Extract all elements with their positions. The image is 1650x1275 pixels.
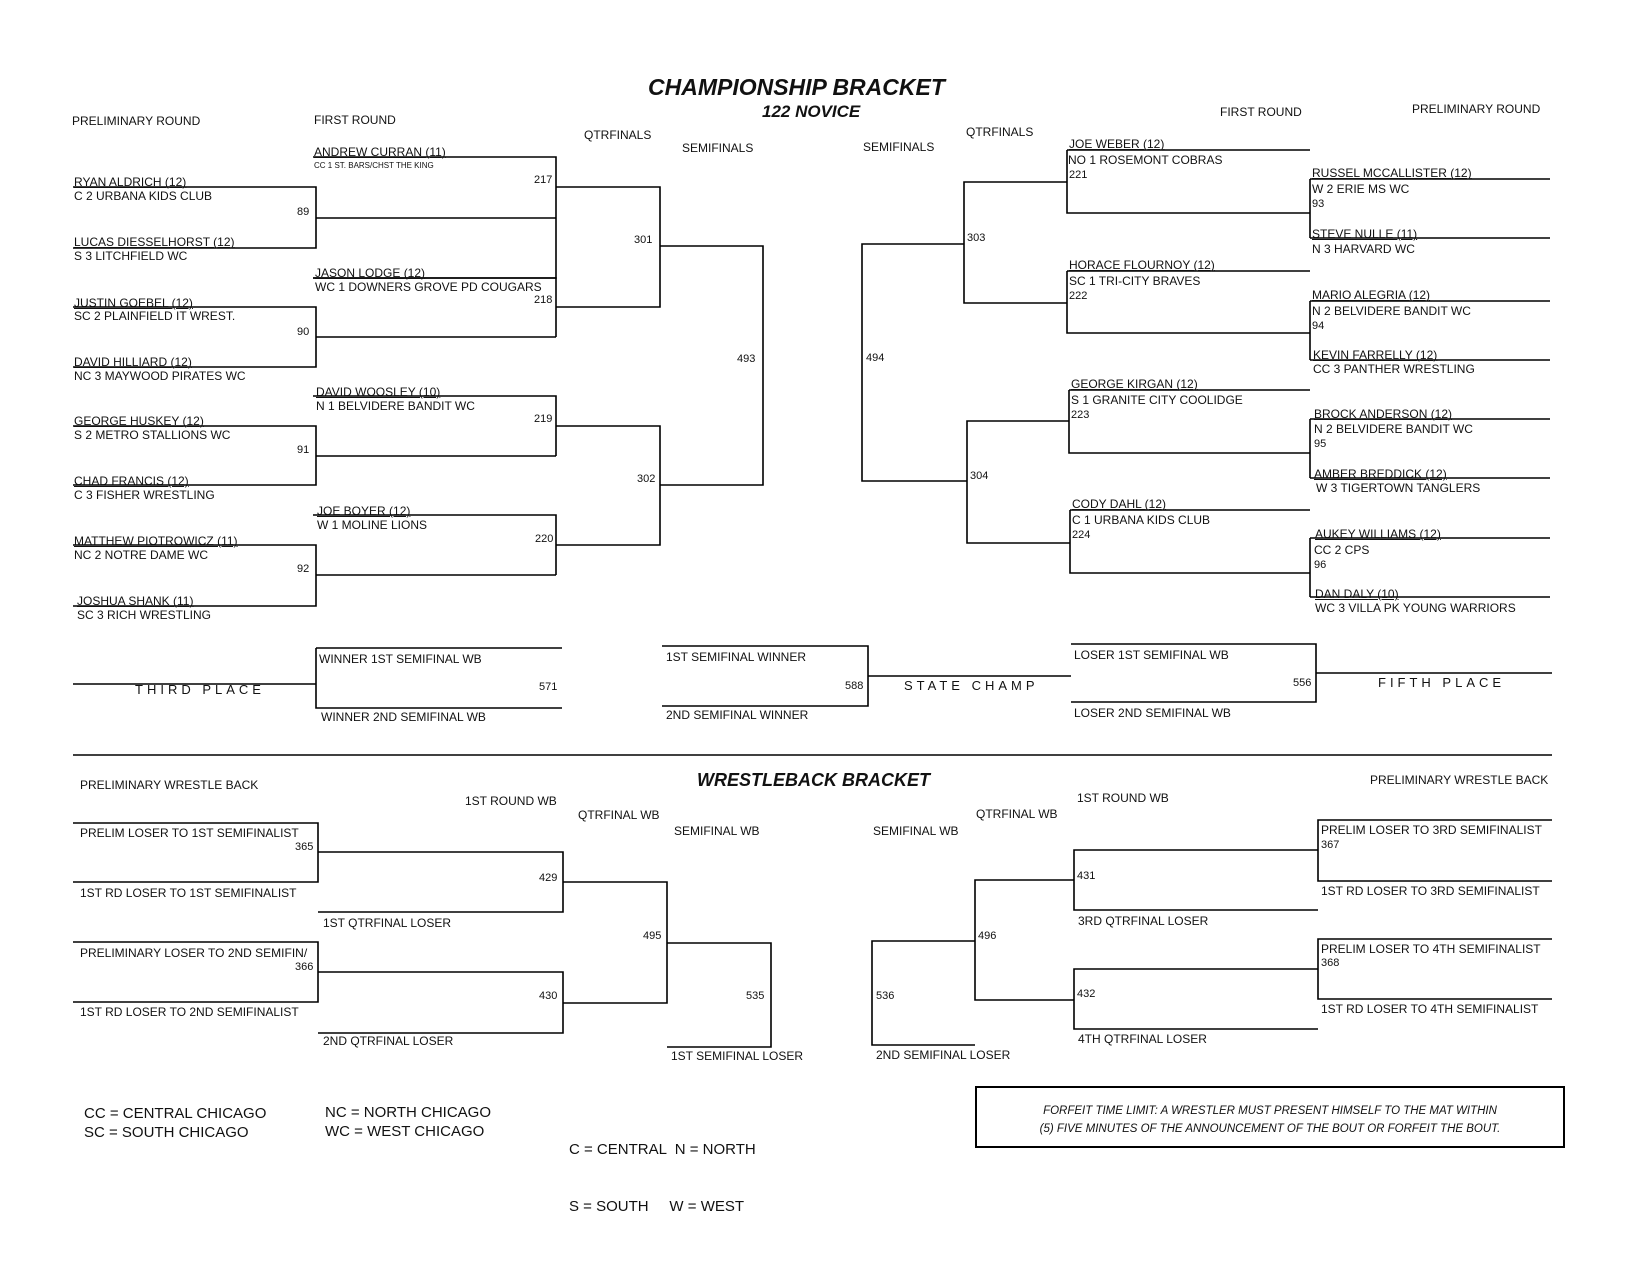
third-place-top-entry: WINNER 1ST SEMIFINAL WB (319, 652, 482, 666)
championship-title: CHAMPIONSHIP BRACKET (648, 74, 945, 100)
bout-number: 368 (1321, 957, 1340, 969)
bout-number: 93 (1312, 198, 1325, 210)
wrestler-name: HORACE FLOURNOY (12) (1069, 258, 1215, 272)
bout-number: 221 (1069, 169, 1088, 181)
wrestler-name: GEORGE KIRGAN (12) (1071, 377, 1198, 391)
forfeit-note-line: (5) FIVE MINUTES OF THE ANNOUNCEMENT OF THE BOUT OR FORFEIT THE BOUT. (1039, 1123, 1501, 1135)
header-semi-right: SEMIFINALS (863, 140, 935, 154)
bout-number: 91 (297, 444, 310, 456)
wrestler-name: AUKEY WILLIAMS (12) (1315, 527, 1441, 541)
wrestler-club: N 2 BELVIDERE BANDIT WC (1312, 304, 1471, 318)
wrestler-club: S 2 METRO STALLIONS WC (74, 428, 231, 442)
wrestler-name: MATTHEW PIOTROWICZ (11) (74, 534, 238, 548)
wrestler-club: S 3 LITCHFIELD WC (74, 249, 188, 263)
wrestler-club: CC 2 CPS (1314, 543, 1370, 557)
bout-number: 304 (970, 470, 989, 482)
wrestler-name: GEORGE HUSKEY (12) (74, 414, 204, 428)
wrestler-club: CC 1 ST. BARS/CHST THE KING (314, 161, 434, 170)
header-prelim-left: PRELIMINARY ROUND (72, 114, 201, 128)
bout-number: 571 (539, 681, 558, 693)
wb-qtr-loser-entry: 1ST QTRFINAL LOSER (323, 916, 452, 930)
wrestler-name: JOSHUA SHANK (11) (77, 594, 194, 608)
wrestleback-title: WRESTLEBACK BRACKET (697, 770, 930, 790)
fifth-place-label: FIFTH PLACE (1378, 675, 1506, 690)
wrestler-club: W 1 MOLINE LIONS (317, 518, 428, 532)
bout-number: 366 (295, 961, 314, 973)
wb-qtr-loser-entry: 4TH QTRFINAL LOSER (1078, 1032, 1207, 1046)
forfeit-note-box (975, 1086, 1565, 1148)
wrestler-club: N 2 BELVIDERE BANDIT WC (1314, 422, 1473, 436)
bout-number: 92 (297, 563, 310, 575)
wb-entry: 1ST RD LOSER TO 1ST SEMIFINALIST (80, 886, 297, 900)
bout-number: 220 (535, 533, 554, 545)
final-bottom-entry: 2ND SEMIFINAL WINNER (666, 708, 809, 722)
wb-entry: PRELIM LOSER TO 4TH SEMIFINALIST (1321, 942, 1541, 956)
wrestler-club: N 3 HARVARD WC (1312, 242, 1415, 256)
bout-number: 89 (297, 206, 310, 218)
wrestler-club: W 3 TIGERTOWN TANGLERS (1316, 481, 1481, 495)
bout-number: 303 (967, 232, 986, 244)
legend-col-3 (569, 1102, 756, 1235)
third-place-bottom-entry: WINNER 2ND SEMIFINAL WB (321, 710, 486, 724)
forfeit-note-line: FORFEIT TIME LIMIT: A WRESTLER MUST PRESENT HIMSELF TO THE MAT WITHIN (1043, 1105, 1497, 1117)
bout-number: 224 (1072, 529, 1091, 541)
header-first-left: FIRST ROUND (314, 113, 396, 127)
wrestler-club: C 1 URBANA KIDS CLUB (1072, 513, 1211, 527)
bout-number: 94 (1312, 320, 1325, 332)
wrestler-name: JOE BOYER (12) (317, 504, 411, 518)
wrestler-club: WC 3 VILLA PK YOUNG WARRIORS (1315, 601, 1516, 615)
wb-header-prelim-right: PRELIMINARY WRESTLE BACK (1370, 773, 1549, 787)
wrestler-club: NC 2 NOTRE DAME WC (74, 548, 209, 562)
bout-number: 556 (1293, 677, 1312, 689)
wb-semi-loser-entry: 2ND SEMIFINAL LOSER (876, 1048, 1011, 1062)
wb-header-first-left: 1ST ROUND WB (465, 794, 557, 808)
wrestler-club: NO 1 ROSEMONT COBRAS (1068, 153, 1223, 167)
wrestler-name: DAVID HILLIARD (12) (74, 355, 192, 369)
wrestler-club: NC 3 MAYWOOD PIRATES WC (74, 369, 246, 383)
wrestler-club: CC 3 PANTHER WRESTLING (1313, 362, 1475, 376)
legend-item: CC = CENTRAL CHICAGO (84, 1105, 267, 1122)
wb-qtr-loser-entry: 2ND QTRFINAL LOSER (323, 1034, 454, 1048)
header-prelim-right: PRELIMINARY ROUND (1412, 102, 1541, 116)
wrestler-name: JASON LODGE (12) (315, 266, 426, 280)
state-champ-label: STATE CHAMP (904, 678, 1039, 693)
wrestler-name: DAVID WOOSLEY (10) (316, 385, 441, 399)
wb-header-semi-left: SEMIFINAL WB (674, 824, 760, 838)
wrestler-name: LUCAS DIESSELHORST (12) (74, 235, 235, 249)
wrestler-name: KEVIN FARRELLY (12) (1313, 348, 1438, 362)
wb-entry: 1ST RD LOSER TO 2ND SEMIFINALIST (80, 1005, 299, 1019)
wrestler-club: N 1 BELVIDERE BANDIT WC (316, 399, 475, 413)
wb-entry: PRELIM LOSER TO 1ST SEMIFINALIST (80, 826, 299, 840)
legend-col-1 (84, 1104, 266, 1142)
header-qtr-right: QTRFINALS (966, 125, 1034, 139)
bout-number: 496 (978, 930, 997, 942)
wrestler-name: AMBER BREDDICK (12) (1314, 467, 1447, 481)
wrestler-club: SC 3 RICH WRESTLING (77, 608, 212, 622)
fifth-place-top-entry: LOSER 1ST SEMIFINAL WB (1074, 648, 1229, 662)
wrestler-club: C 3 FISHER WRESTLING (74, 488, 215, 502)
wb-entry: PRELIM LOSER TO 3RD SEMIFINALIST (1321, 823, 1542, 837)
wb-header-first-right: 1ST ROUND WB (1077, 791, 1169, 805)
legend-item: WC = WEST CHICAGO (325, 1123, 485, 1140)
wb-header-qtr-left: QTRFINAL WB (578, 808, 660, 822)
bout-number: 217 (534, 174, 553, 186)
legend-col-2 (325, 1103, 491, 1141)
bout-number: 493 (737, 353, 756, 365)
bout-number: 588 (845, 680, 864, 692)
legend-item: SC = SOUTH CHICAGO (84, 1124, 249, 1141)
wrestler-club: SC 2 PLAINFIELD IT WREST. (74, 309, 236, 323)
bout-number: 223 (1071, 409, 1090, 421)
bout-number: 302 (637, 473, 656, 485)
header-semi-left: SEMIFINALS (682, 141, 754, 155)
wrestler-name: ANDREW CURRAN (11) (314, 145, 446, 159)
wrestler-name: RYAN ALDRICH (12) (74, 175, 187, 189)
wrestler-club: C 2 URBANA KIDS CLUB (74, 189, 213, 203)
bout-number: 301 (634, 234, 653, 246)
bout-number: 535 (746, 990, 765, 1002)
fifth-place-bottom-entry: LOSER 2ND SEMIFINAL WB (1074, 706, 1231, 720)
bout-number: 431 (1077, 870, 1096, 882)
bout-number: 536 (876, 990, 895, 1002)
bout-number: 430 (539, 990, 558, 1002)
bout-number: 218 (534, 294, 553, 306)
wrestler-name: JUSTIN GOEBEL (12) (74, 296, 193, 310)
bout-number: 90 (297, 326, 310, 338)
wb-header-prelim-left: PRELIMINARY WRESTLE BACK (80, 778, 259, 792)
wrestler-name: STEVE NULLE (11) (1312, 227, 1418, 241)
bout-number: 222 (1069, 290, 1088, 302)
header-first-right: FIRST ROUND (1220, 105, 1302, 119)
wb-header-semi-right: SEMIFINAL WB (873, 824, 959, 838)
final-top-entry: 1ST SEMIFINAL WINNER (666, 650, 807, 664)
wrestler-name: JOE WEBER (12) (1069, 137, 1165, 151)
wrestler-name: MARIO ALEGRIA (12) (1312, 288, 1431, 302)
wrestler-name: CODY DAHL (12) (1072, 497, 1167, 511)
legend-item: NC = NORTH CHICAGO (325, 1104, 491, 1121)
wrestler-club: S 1 GRANITE CITY COOLIDGE (1071, 393, 1243, 407)
wrestler-club: SC 1 TRI-CITY BRAVES (1069, 274, 1201, 288)
bout-number: 429 (539, 872, 558, 884)
bout-number: 365 (295, 841, 314, 853)
weight-class-subtitle: 122 NOVICE (762, 102, 861, 121)
bout-number: 367 (1321, 839, 1340, 851)
bout-number: 494 (866, 352, 885, 364)
third-place-label: THIRD PLACE (135, 682, 265, 697)
wb-entry: 1ST RD LOSER TO 3RD SEMIFINALIST (1321, 884, 1540, 898)
wrestler-name: RUSSEL MCCALLISTER (12) (1312, 166, 1472, 180)
header-qtr-left: QTRFINALS (584, 128, 652, 142)
wb-entry: 1ST RD LOSER TO 4TH SEMIFINALIST (1321, 1002, 1539, 1016)
wb-entry: PRELIMINARY LOSER TO 2ND SEMIFIN/ (80, 946, 308, 960)
wrestler-name: CHAD FRANCIS (12) (74, 474, 189, 488)
bout-number: 495 (643, 930, 662, 942)
legend-item: S = SOUTH W = WEST (569, 1198, 745, 1215)
wrestler-club: WC 1 DOWNERS GROVE PD COUGARS (315, 280, 542, 294)
bout-number: 219 (534, 413, 553, 425)
wb-header-qtr-right: QTRFINAL WB (976, 807, 1058, 821)
wb-semi-loser-entry: 1ST SEMIFINAL LOSER (671, 1049, 804, 1063)
wrestler-name: BROCK ANDERSON (12) (1314, 407, 1453, 421)
bout-number: 95 (1314, 438, 1327, 450)
legend-item: C = CENTRAL N = NORTH (569, 1141, 756, 1158)
bout-number: 96 (1314, 559, 1327, 571)
wrestler-club: W 2 ERIE MS WC (1312, 182, 1410, 196)
wb-qtr-loser-entry: 3RD QTRFINAL LOSER (1078, 914, 1209, 928)
bout-number: 432 (1077, 988, 1096, 1000)
wrestler-name: DAN DALY (10) (1315, 587, 1399, 601)
